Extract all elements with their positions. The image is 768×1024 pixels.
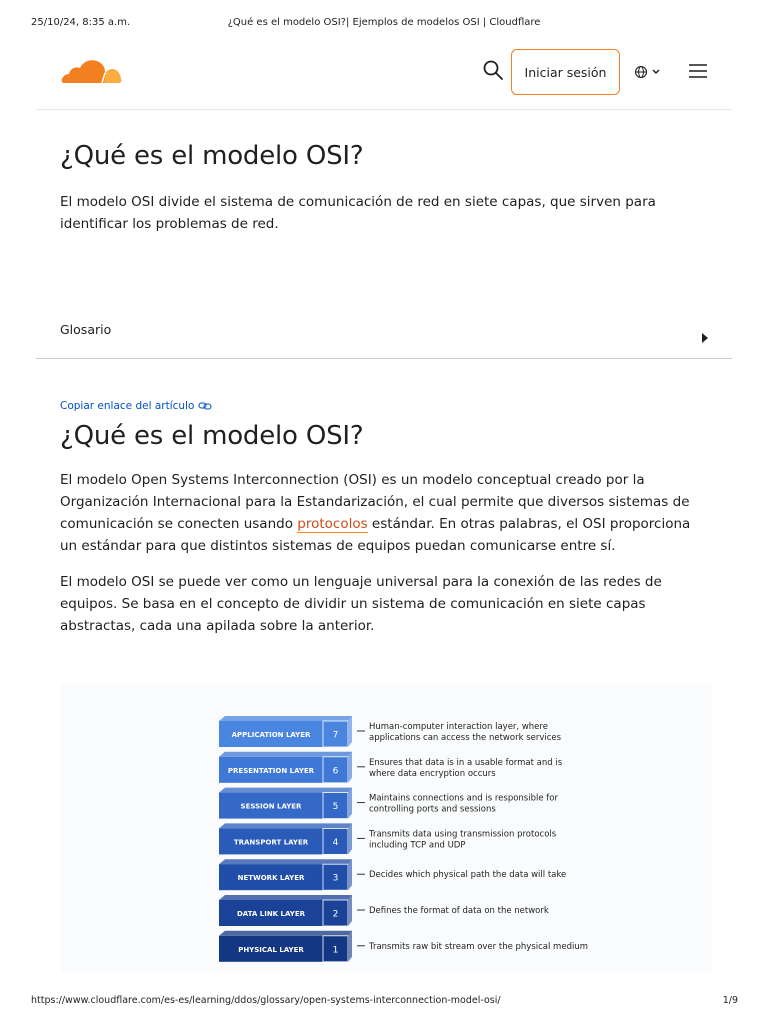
osi-layer-top-face (219, 716, 352, 721)
osi-layer-side-face (348, 788, 352, 819)
osi-layer-name: SESSION LAYER (240, 802, 302, 811)
osi-layer-top-face (219, 895, 352, 900)
osi-layer-name: APPLICATION LAYER (231, 731, 311, 739)
globe-icon (634, 65, 648, 79)
glossary-expand-button[interactable] (700, 329, 710, 341)
print-url: https://www.cloudflare.com/es-es/learning/ddos/glossary/open-systems-interconnection-model-osi/ (31, 995, 501, 1006)
glossary-label[interactable]: Glosario (60, 322, 112, 337)
osi-layer-name: PRESENTATION LAYER (227, 766, 315, 775)
osi-layers-diagram (60, 685, 712, 971)
menu-button[interactable] (688, 62, 708, 80)
osi-layer-side-face (348, 823, 352, 854)
article-title: ¿Qué es el modelo OSI? (60, 421, 364, 451)
osi-layer-name: DATA LINK LAYER (236, 910, 306, 918)
osi-layer-6 (219, 752, 563, 783)
cloudflare-logo[interactable] (60, 55, 124, 87)
osi-layer-side-face (348, 895, 352, 926)
osi-layer-description-line1: Transmits data using transmission protocols (369, 829, 557, 840)
caret-right-icon (700, 332, 710, 344)
osi-layer-number: 1 (332, 945, 339, 956)
hero-title: ¿Qué es el modelo OSI? (60, 141, 364, 171)
osi-layer-side-face (348, 859, 352, 890)
print-date: 25/10/24, 8:35 a.m. (31, 17, 131, 28)
osi-layer-number: 2 (332, 909, 339, 920)
osi-layer-description-line1: Decides which physical path the data will take (369, 870, 567, 881)
search-icon (481, 58, 507, 84)
header-divider (36, 109, 732, 110)
copy-link-label: Copiar enlace del artículo (60, 400, 195, 412)
signin-button[interactable]: Iniciar sesión (511, 49, 620, 95)
osi-layer-description-line1: Maintains connections and is responsible for (369, 793, 558, 804)
protocols-link[interactable]: protocolos (297, 516, 368, 532)
osi-layer-3 (219, 859, 566, 890)
osi-layer-description-line1: Defines the format of data on the network (369, 906, 549, 916)
osi-layer-description-line1: Transmits raw bit stream over the physical medium (369, 941, 588, 952)
article-paragraph-1 (60, 469, 708, 557)
osi-layer-number: 7 (332, 730, 339, 741)
osi-layer-number: 4 (332, 837, 339, 848)
osi-layer-description-line2: including TCP and UDP (369, 840, 466, 851)
osi-layer-2 (219, 895, 549, 926)
osi-layer-top-face (219, 823, 352, 828)
print-header (0, 17, 768, 31)
osi-layer-7 (219, 716, 562, 747)
hero-description: El modelo OSI divide el sistema de comunicación de red en siete capas, que sirven para identificar los problemas de red. (60, 194, 656, 232)
copy-article-link[interactable] (60, 400, 212, 412)
osi-layer-1 (219, 931, 588, 962)
hamburger-menu-icon (688, 62, 708, 80)
osi-layer-number: 5 (332, 802, 339, 813)
cloudflare-cloud-icon (60, 55, 124, 87)
osi-layer-top-face (219, 859, 352, 864)
osi-layer-name: TRANSPORT LAYER (233, 838, 309, 847)
osi-diagram-svg (60, 685, 712, 971)
osi-layer-side-face (348, 931, 352, 962)
osi-layer-side-face (348, 716, 352, 747)
article-p1-text-b: estándar. En otras palabras, el OSI proporciona un estándar para que distintos sistemas de equipos puedan comunicarse entre sí. (60, 516, 691, 554)
link-icon (198, 401, 212, 411)
article-paragraph-2: El modelo OSI se puede ver como un lenguaje universal para la conexión de las redes de equipos. Se basa en el concepto de dividir un sistema de comunicación en siete capas abstractas, cada una apilada sobre la anterior. (60, 574, 662, 634)
article-p1-text-a: El modelo Open Systems Interconnection (OSI) es un modelo conceptual creado por la Organización Internacional para la Estandarización, el cual permite que diversos sistemas de comunicación se conecten usando (60, 472, 690, 532)
chevron-down-icon (651, 68, 661, 76)
osi-layer-number: 6 (332, 766, 339, 777)
language-selector[interactable] (634, 62, 666, 82)
osi-layer-4 (219, 823, 557, 854)
print-footer (0, 995, 768, 1009)
osi-layer-top-face (219, 931, 352, 936)
print-title: ¿Qué es el modelo OSI?| Ejemplos de modelos OSI | Cloudflare (227, 17, 541, 28)
osi-layer-description-line1: Human-computer interaction layer, where (369, 722, 548, 732)
osi-layer-description-line1: Ensures that data is in a usable format and is (369, 757, 563, 768)
osi-layer-top-face (219, 752, 352, 757)
print-page-number: 1/9 (722, 995, 738, 1006)
osi-layer-top-face (219, 788, 352, 793)
osi-layer-number: 3 (332, 873, 339, 884)
osi-layer-description-line2: applications can access the network services (369, 733, 562, 743)
osi-layer-5 (219, 788, 558, 819)
osi-layer-side-face (348, 752, 352, 783)
glossary-divider (36, 358, 732, 359)
osi-layer-description-line2: where data encryption occurs (369, 768, 496, 779)
search-button[interactable] (481, 58, 507, 84)
osi-layer-description-line2: controlling ports and sessions (369, 804, 496, 815)
osi-layer-name: PHYSICAL LAYER (238, 945, 304, 954)
osi-layer-name: NETWORK LAYER (237, 874, 305, 883)
